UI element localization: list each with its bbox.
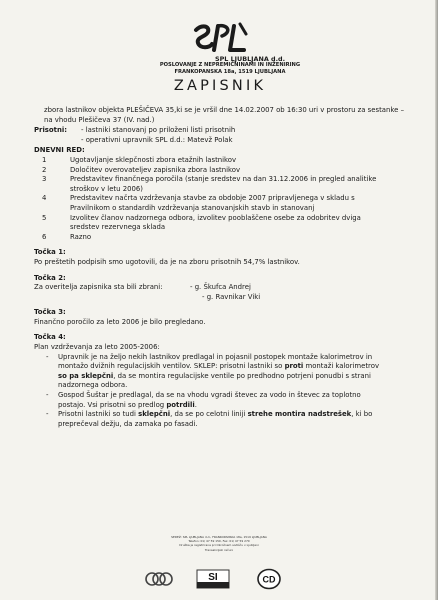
- document-title: ZAPISNIK: [173, 78, 267, 94]
- tocka-3-heading: Točka 3:: [34, 308, 66, 317]
- footer-line: SEDEŽ: SPL LJUBLJANA d.d., FRANKOPANSKA 18a, 1519 LJUBLJANA: [171, 535, 267, 539]
- agenda-text: Izvolitev članov nadzornega odbora, izvolitev pooblaščene osebe za odobritev dviga sredstev rezervnega sklada: [70, 213, 361, 232]
- si-badge-label: SI: [208, 572, 218, 583]
- text-run: , ki bo preprečeval dežju, da zamaka po fasadi.: [58, 410, 373, 428]
- overitelj-name: - g. Ravnikar Viki: [190, 293, 260, 303]
- agenda-text: Določitev overovateljev zapisnika zbora lastnikov: [70, 165, 241, 174]
- prisotni-item: - operativni upravnik SPL d.d.: Matevž Polak: [81, 136, 235, 146]
- text-run: , da se po celotni liniji: [170, 410, 248, 419]
- footer: [20, 535, 418, 552]
- bold-run: proti: [284, 362, 304, 371]
- tocka-2-heading: Točka 2:: [34, 273, 66, 282]
- agenda-number: 3: [42, 175, 47, 184]
- overitelji-row: [34, 283, 412, 302]
- text-run: Gospod Šuštar je predlagal, da se na vhodu vgradi števec za vodo in števec za toplotno postajo. Vsi prisotni so predlog: [58, 391, 361, 409]
- bullet-text: [58, 410, 412, 429]
- agenda-item: [34, 156, 412, 166]
- bold-run: strehe montira nadstrešek: [247, 410, 352, 419]
- tocka-1-heading: Točka 1:: [34, 248, 66, 257]
- tocka-1-text: Po preštetih podpisih smo ugotovili, da je na zboru prisotnih 54,7% lastnikov.: [34, 257, 300, 266]
- tocka-3-text: Finančno poročilo za leto 2006 je bilo pregledano.: [34, 317, 206, 326]
- bold-run: sklepčni: [138, 410, 171, 419]
- bold-run: so pa sklepčni: [58, 371, 114, 380]
- tocka-4-bullet: [34, 410, 412, 429]
- company-block: [140, 56, 320, 75]
- cd-badge-label: CD: [262, 574, 276, 585]
- text-run: .: [194, 400, 197, 409]
- agenda-item: [34, 214, 412, 233]
- agenda-number: 1: [42, 155, 47, 164]
- intro-text: zbora lastnikov objekta PLEŠIČEVA 35,ki se je vršil dne 14.02.2007 ob 16:30 uri v prostoru za sestanke – na vhodu Plešičeva 37 (IV. nad.): [44, 106, 405, 124]
- tocka-4-bullet: [34, 353, 412, 391]
- tocka-4-bullet: [34, 391, 412, 410]
- prisotni-label: Prisotni:: [34, 126, 67, 135]
- agenda-item: [34, 194, 412, 213]
- prisotni-item: - lastniki stanovanj po priloženi listi prisotnih: [81, 126, 235, 136]
- agenda-number: 4: [42, 194, 47, 203]
- company-address: FRANKOPANSKA 18a, 1519 LJUBLJANA: [174, 68, 286, 75]
- certification-badges: [0, 568, 438, 592]
- bullet-text: [58, 353, 412, 391]
- bullet-dash: -: [46, 391, 49, 400]
- dnevni-red-list: [34, 156, 412, 242]
- prisotni-section: [34, 126, 412, 145]
- bullet-text: [58, 391, 412, 410]
- agenda-text: Razno: [70, 232, 92, 241]
- agenda-item: [34, 166, 412, 176]
- footer-line: Transakcijski računi: [204, 547, 234, 552]
- bullet-dash: -: [46, 410, 49, 419]
- tocka-4-subheading: Plan vzdrževanja za leto 2005-2006:: [34, 343, 160, 352]
- text-run: Upravnik je na željo nekih lastnikov predlagal in pojasnil postopek montaže kalorimetrov in montažo dvižnih regulacijskih ventilov.: [58, 352, 373, 371]
- document-body: [34, 106, 412, 429]
- footer-line: Družba je registrirana pri Okrožnem sodišču v Ljubljani: [179, 543, 259, 548]
- text-run: montaži kalorimetrov: [303, 362, 380, 371]
- text-run: SKLEP: prisotni lastniki so: [191, 362, 285, 371]
- company-name: SPL LJUBLJANA d.d.: [214, 55, 285, 63]
- dnevni-red-heading: DNEVNI RED:: [34, 146, 85, 155]
- text-run: Prisotni lastniki so tudi: [58, 410, 139, 419]
- rings-logo-icon: [144, 568, 174, 590]
- agenda-item: [34, 175, 412, 194]
- intro-paragraph: [34, 106, 412, 125]
- agenda-text: Predstavitev finančnega poročila (stanje sredstev na dan 31.12.2006 in pregled analitike stroškov v letu 2006): [70, 175, 377, 193]
- company-logo: [188, 22, 252, 58]
- text-run: , da se montira regulacijske ventile po predhodno potrjeni ponudbi s strani nadzornega odbora.: [58, 371, 371, 390]
- tocka-4-bullets: [34, 353, 412, 430]
- agenda-number: 6: [42, 232, 47, 241]
- tocka-4-heading: Točka 4:: [34, 333, 66, 342]
- agenda-text: Predstavitev načrta vzdrževanja stavbe za obdobje 2007 pripravljenega v skladu s Pravilnikom o standardih vzdrževanja stanovanjskih stavb in stanovanj: [70, 194, 355, 212]
- cd-cert-badge: [256, 568, 282, 590]
- bold-run: potrdili: [166, 400, 195, 409]
- agenda-number: 2: [42, 165, 47, 174]
- footer-line: Telefon: 01/ 47 59 150, Fax: 01/ 47 59 270: [188, 539, 250, 544]
- overitelji-label: Za overitelja zapisnika sta bili zbrani:: [34, 283, 163, 292]
- prisotni-list: [81, 126, 235, 145]
- agenda-text: Ugotavljanje sklepčnosti zbora etažnih lastnikov: [70, 155, 237, 164]
- si-cert-badge: [196, 568, 230, 590]
- bullet-dash: -: [46, 352, 49, 361]
- overitelji-names: [190, 283, 260, 302]
- company-line-2: POSLOVANJE Z NEPREMIČNINAMI IN INŽENIRING: [159, 62, 301, 69]
- overitelj-name: - g. Škufca Andrej: [190, 283, 260, 293]
- agenda-number: 5: [42, 213, 47, 222]
- agenda-item: [34, 233, 412, 243]
